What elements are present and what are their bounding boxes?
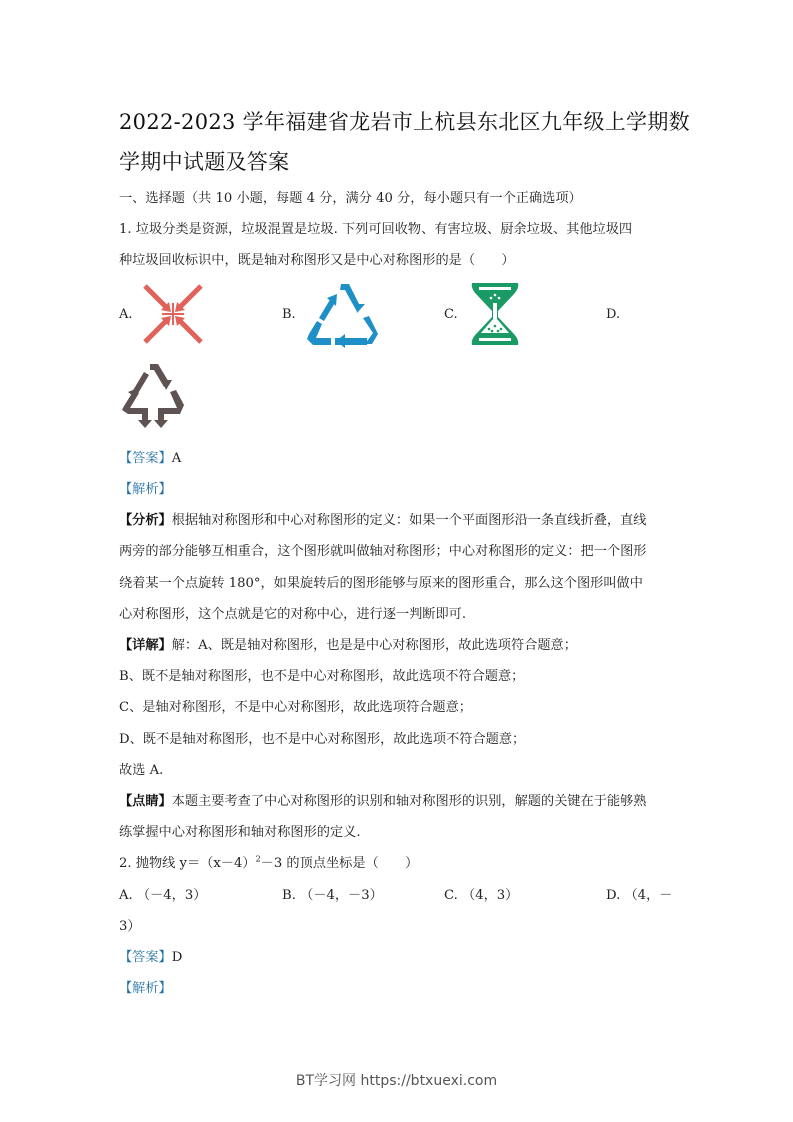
q2-exponent: 2 — [255, 854, 261, 864]
q1-xiangjie-line3: C、是轴对称图形，不是中心对称图形，故此选项符合题意； — [119, 700, 472, 715]
q1-xiangjie-line2: B、既不是轴对称图形，也不是中心对称图形，故此选项不符合题意； — [119, 669, 525, 684]
q1-fenxi-line3: 绕着某一个点旋转 180°，如果旋转后的图形能够与原来的图形重合，那么这个图形叫做中 — [119, 576, 643, 591]
fenxi-tag: 【分析】 — [119, 513, 172, 528]
q1-xiangjie-line4: D、既不是轴对称图形，也不是中心对称图形，故此选项不符合题意； — [119, 732, 526, 747]
q1-fenxi-line1 — [119, 509, 647, 528]
dianjing-tag: 【点睛】 — [119, 794, 172, 809]
q1-analysis-heading — [119, 478, 172, 497]
hourglass-flask-icon — [469, 281, 521, 347]
q2-option-c — [444, 884, 518, 903]
q1-option-a-label: A. — [119, 307, 133, 322]
page-title-line2: 学期中试题及答案 — [119, 150, 290, 174]
answer-tag: 【答案】 — [119, 950, 172, 965]
q2-option-d-wrap: 3） — [119, 919, 141, 934]
q2-option-d-value: （4，－ — [624, 888, 673, 903]
q2-option-b — [282, 884, 383, 903]
q1-option-c-label: C. — [444, 307, 458, 322]
q2-stem — [119, 852, 418, 871]
four-arrows-inward-icon — [142, 283, 204, 345]
q1-fenxi-line4: 心对称图形，这个点就是它的对称中心，进行逐一判断即可. — [119, 607, 467, 622]
q2-analysis-heading — [119, 977, 172, 996]
q2-answer — [119, 946, 182, 965]
q1-stem-line1: 1. 垃圾分类是资源，垃圾混置是垃圾. 下列可回收物、有害垃圾、厨余垃圾、其他垃圾四 — [119, 222, 633, 237]
q1-xiangjie-line5: 故选 A. — [119, 763, 164, 778]
q1-xiangjie-line1 — [119, 634, 577, 653]
other-waste-triangle-icon — [120, 362, 186, 430]
q1-dianjing-line2: 练掌握中心对称图形和轴对称图形的定义. — [119, 825, 361, 840]
analysis-tag: 【解析】 — [119, 482, 172, 497]
q1-option-d-label: D. — [606, 307, 621, 322]
q2-option-a-value: （－4，3） — [136, 888, 207, 903]
answer-value: D — [171, 950, 183, 965]
fenxi-text: 根据轴对称图形和中心对称图形的定义：如果一个平面图形沿一条直线折叠，直线 — [171, 513, 647, 528]
q2-option-b-label: B. — [282, 888, 296, 903]
section-heading: 一、选择题（共 10 小题，每题 4 分，满分 40 分，每小题只有一个正确选项） — [119, 191, 582, 206]
recycle-triangle-icon — [305, 282, 379, 348]
q1-option-b-label: B. — [282, 307, 296, 322]
analysis-tag: 【解析】 — [119, 981, 172, 996]
q2-option-d — [606, 884, 672, 903]
q2-option-c-value: （4，3） — [462, 888, 519, 903]
q2-stem-pre: 2. 抛物线 y＝（x－4） — [119, 856, 256, 871]
dianjing-text: 本题主要考查了中心对称图形的识别和轴对称图形的识别，解题的关键在于能够熟 — [171, 794, 647, 809]
xiangjie-tag: 【详解】 — [119, 638, 172, 653]
q2-option-a — [119, 884, 206, 903]
answer-value: A — [171, 451, 182, 466]
xiangjie-text: 解：A、既是轴对称图形，也是是中心对称图形，故此选项符合题意； — [171, 638, 577, 653]
footer-watermark: BT学习网 https://btxuexi.com — [295, 1073, 498, 1089]
q2-option-d-label: D. — [606, 888, 621, 903]
q1-answer — [119, 447, 181, 466]
q1-stem-line2: 种垃圾回收标识中，既是轴对称图形又是中心对称图形的是（ ） — [119, 253, 515, 268]
q1-dianjing-line1 — [119, 790, 647, 809]
page-title-line1: 2022-2023 学年福建省龙岩市上杭县东北区九年级上学期数 — [119, 110, 690, 134]
q2-stem-post: －3 的顶点坐标是（ ） — [260, 856, 419, 871]
q2-option-a-label: A. — [119, 888, 133, 903]
q2-option-c-label: C. — [444, 888, 458, 903]
q1-fenxi-line2: 两旁的部分能够互相重合，这个图形就叫做轴对称图形；中心对称图形的定义：把一个图形 — [119, 544, 647, 559]
answer-tag: 【答案】 — [119, 451, 172, 466]
q2-option-b-value: （－4，－3） — [300, 888, 383, 903]
